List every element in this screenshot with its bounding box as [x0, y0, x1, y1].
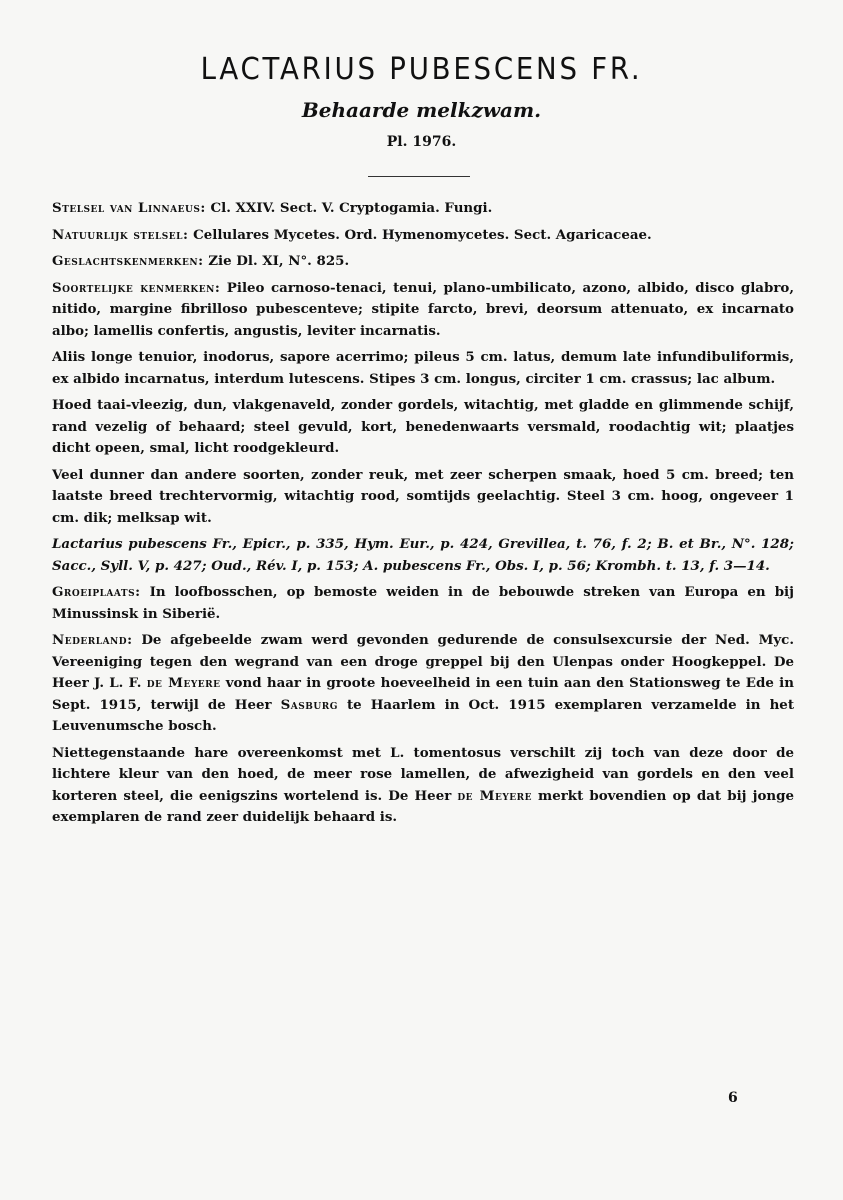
dutch-characteristics: Hoed taai-vleezig, dun, vlakgenaveld, zonder gordels, witachtig, met gladde en glimmende schijf, rand vezelig of behaard; steel gevuld, kort, benedenwaarts versmald, roodachtig wit; plaatjes dicht opeen, smal, licht roodgekleurd.	[52, 397, 794, 456]
netherlands-text-1: De afgebeelde zwam werd gevonden gedurende de consulsexcursie der Ned. Myc. Vereeniging tegen den wegrand van een droge greppel bij den Ulenpas onder Hoogkeppel. De Heer J. L. F.	[52, 632, 794, 691]
comparison-paragraph	[52, 743, 794, 829]
natural-system-paragraph	[52, 225, 794, 247]
genus-text: Zie Dl. XI, N°. 825.	[203, 253, 350, 269]
species-text: Pileo carnoso-tenaci, tenui, plano-umbilicato, azono, albido, disco glabro, nitido, margine fibrilloso pubescenteve; stipite farcto, brevi, deorsum attenuato, ex incarnato albo; lamellis confertis, angustis, leviter incarnatis.	[52, 279, 794, 339]
person-name-de-meyere-2: de Meyere	[457, 787, 532, 804]
body-text	[52, 198, 794, 834]
genus-paragraph	[52, 251, 794, 273]
dutch-description: Veel dunner dan andere soorten, zonder reuk, met zeer scherpen smaak, hoed 5 cm. breed; ten laatste breed trechtervormig, witachtig rood, somtijds geelachtig. Steel 3 cm. hoog, ongeveer 1 cm. dik; melksap wit.	[52, 466, 794, 526]
latin-description: Aliis longe tenuior, inodorus, sapore acerrimo; pileus 5 cm. latus, demum late infundibuliformis, ex albido incarnatus, interdum lutescens. Stipes 3 cm. longus, circiter 1 cm. crassus; lac album.	[52, 349, 794, 387]
linnaeus-label: Stelsel van Linnaeus:	[52, 200, 206, 216]
species-title: LACTARIUS PUBESCENS FR.	[200, 52, 643, 87]
species-label: Soortelijke kenmerken:	[52, 279, 221, 296]
habitat-text: In loofbosschen, op bemoste weiden in de bebouwde streken van Europa en bij Minussinsk in Siberië.	[52, 584, 794, 622]
netherlands-text-2: vond haar in groote hoeveelheid in een tuin aan den Stationsweg te Ede in Sept. 1915, terwijl de Heer	[52, 675, 794, 713]
divider-rule	[368, 176, 470, 177]
habitat-paragraph	[52, 582, 794, 625]
netherlands-paragraph	[52, 630, 794, 738]
common-name: Behaarde melkzwam.	[301, 98, 542, 122]
natural-system-label: Natuurlijk stelsel:	[52, 226, 189, 243]
species-paragraph	[52, 278, 794, 343]
genus-label: Geslachtskenmerken:	[52, 253, 204, 269]
comparison-text-1: Niettegenstaande hare overeenkomst met L. tomentosus verschilt zij toch van deze door de lichtere kleur van den hoed, de meer rose lamellen, de afwezigheid van gordels en den veel korteren steel, die eenigszins wortelend is. De Heer	[52, 744, 794, 804]
plate-number: Pl. 1976.	[386, 134, 457, 150]
habitat-label: Groeiplaats:	[52, 584, 141, 600]
netherlands-text-3: te Haarlem in Oct. 1915 exemplaren verzamelde in het Leuvenumsche bosch.	[52, 696, 795, 734]
person-name-sasburg: Sasburg	[280, 696, 338, 713]
natural-system-text: Cellulares Mycetes. Ord. Hymenomycetes. Sect. Agaricaceae.	[188, 226, 652, 243]
netherlands-label: Nederland:	[52, 632, 133, 648]
linnaeus-text: Cl. XXIV. Sect. V. Cryptogamia. Fungi.	[205, 200, 493, 216]
comparison-text-2: merkt bovendien op dat bij jonge exemplaren de rand zeer duidelijk behaard is.	[52, 787, 794, 825]
references-paragraph: Lactarius pubescens Fr., Epicr., p. 335, Hym. Eur., p. 424, Grevillea, t. 76, f. 2; B. et Br., N°. 128; Sacc., Syll. V, p. 427; Oud., Rév. I, p. 153; A. pubescens Fr., Obs. I, p. 56; Krombh. t. 13, f. 3—14.	[52, 536, 794, 574]
linnaeus-paragraph	[52, 198, 794, 220]
page-number: 6	[728, 1090, 738, 1106]
person-name-de-meyere: de Meyere	[146, 675, 221, 691]
